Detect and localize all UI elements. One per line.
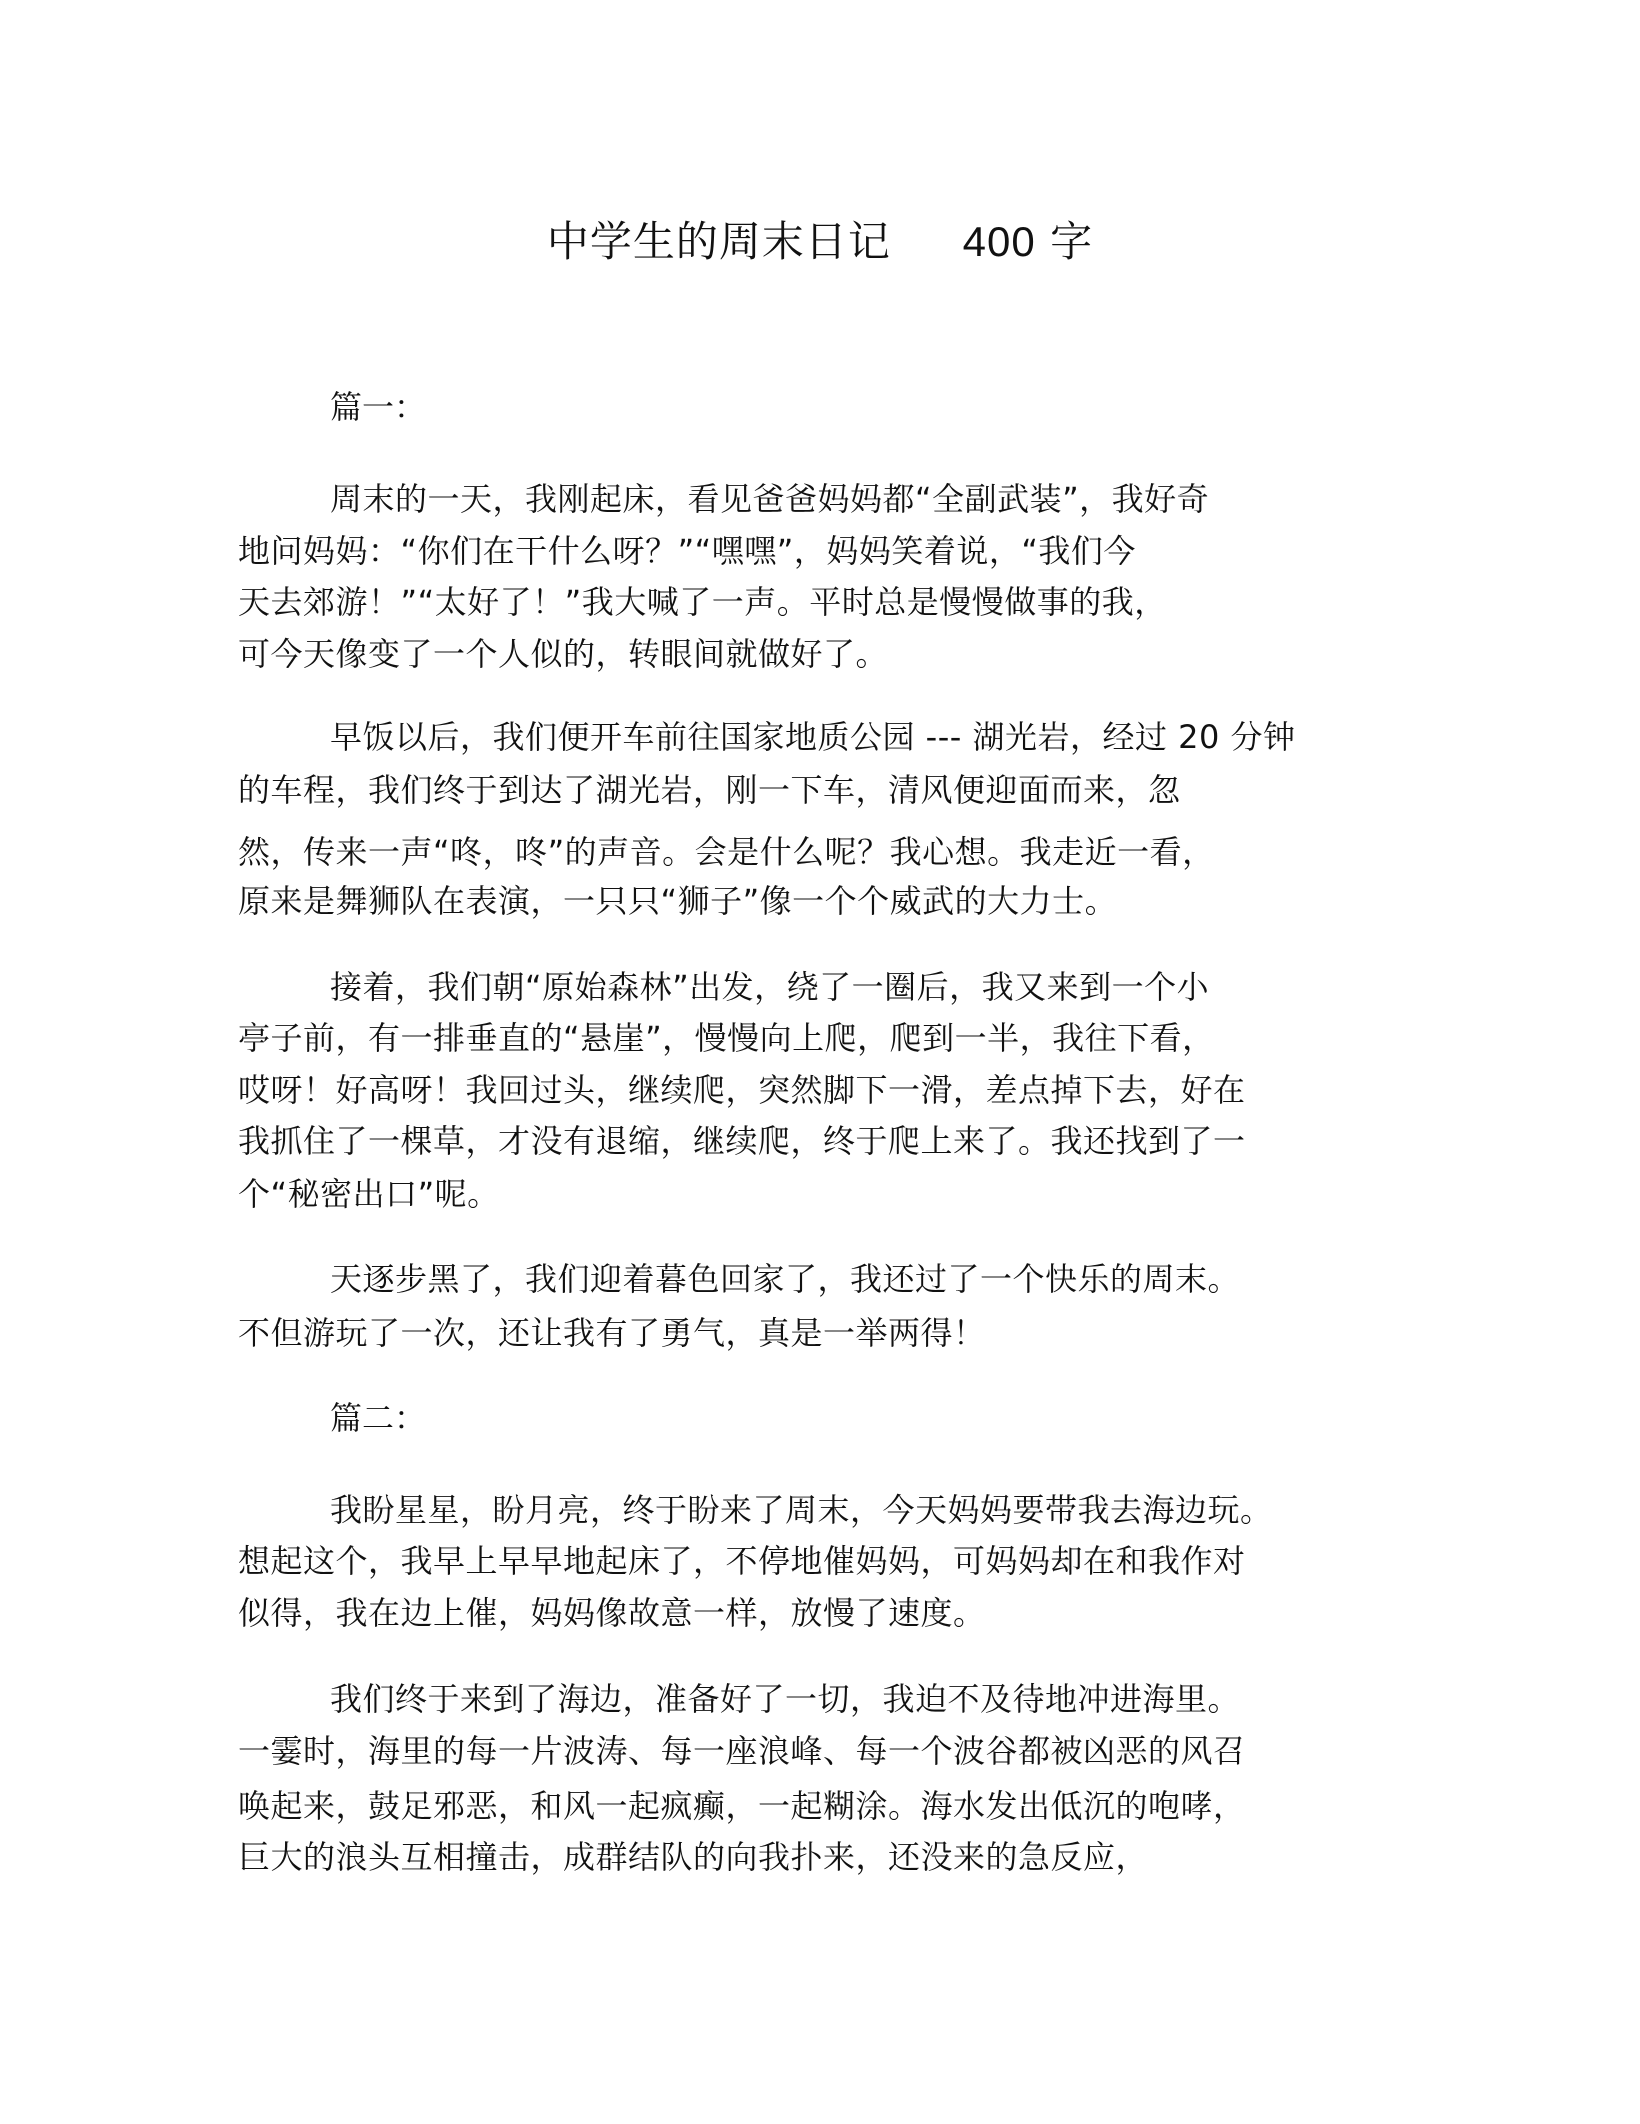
title-unit: 字	[1050, 217, 1094, 266]
text-line: 个“秘密出口”呢。	[238, 1175, 500, 1213]
text-line: 我盼星星，盼月亮，终于盼来了周末，今天妈妈要带我去海边玩。	[330, 1491, 1273, 1529]
text-line: 巨大的浪头互相撞击，成群结队的向我扑来，还没来的急反应，	[238, 1838, 1149, 1876]
text-line: 早饭以后，我们便开车前往国家地质公园 --- 湖光岩，经过 20 分钟	[330, 718, 1296, 756]
title-text: 中学生的周末日记	[546, 217, 891, 266]
text-line: 然，传来一声“咚，咚”的声音。会是什么呢？我心想。我走近一看，	[238, 833, 1215, 871]
text-line: 原来是舞狮队在表演，一只只“狮子”像一个个威武的大力士。	[238, 882, 1118, 920]
text-line: 想起这个，我早上早早地起床了，不停地催妈妈，可妈妈却在和我作对	[238, 1542, 1246, 1580]
text-line: 我抓住了一棵草，才没有退缩，继续爬，终于爬上来了。我还找到了一	[238, 1122, 1246, 1160]
text-line: 亭子前，有一排垂直的“悬崖”，慢慢向上爬，爬到一半，我往下看，	[238, 1019, 1215, 1057]
text-line: 不但游玩了一次，还让我有了勇气，真是一举两得！	[238, 1314, 986, 1352]
text-line: 地问妈妈：“你们在干什么呀？”“嘿嘿”，妈妈笑着说，“我们今	[238, 532, 1136, 570]
text-line: 周末的一天，我刚起床，看见爸爸妈妈都“全副武装”，我好奇	[330, 480, 1210, 518]
text-line: 一霎时，海里的每一片波涛、每一座浪峰、每一个波谷都被凶恶的风召	[238, 1732, 1246, 1770]
text-line: 我们终于来到了海边，准备好了一切，我迫不及待地冲进海里。	[330, 1680, 1241, 1718]
text-line: 天逐步黑了，我们迎着暮色回家了，我还过了一个快乐的周末。	[330, 1260, 1241, 1298]
text-line: 可今天像变了一个人似的，转眼间就做好了。	[238, 635, 889, 673]
document-title	[0, 212, 1640, 272]
text-line: 天去郊游！”“太好了！”我大喊了一声。平时总是慢慢做事的我，	[238, 583, 1167, 621]
section-heading-1: 篇一：	[330, 388, 427, 426]
text-line: 哎呀！好高呀！我回过头，继续爬，突然脚下一滑，差点掉下去，好在	[238, 1071, 1246, 1109]
title-number: 400	[962, 218, 1036, 265]
text-line: 似得，我在边上催，妈妈像故意一样，放慢了速度。	[238, 1594, 986, 1632]
section-heading-2: 篇二：	[330, 1399, 427, 1437]
text-line: 唤起来，鼓足邪恶，和风一起疯癫，一起糊涂。海水发出低沉的咆哮，	[238, 1787, 1246, 1825]
text-line: 的车程，我们终于到达了湖光岩，刚一下车，清风便迎面而来，忽	[238, 771, 1181, 809]
text-line: 接着，我们朝“原始森林”出发，绕了一圈后，我又来到一个小	[330, 968, 1210, 1006]
